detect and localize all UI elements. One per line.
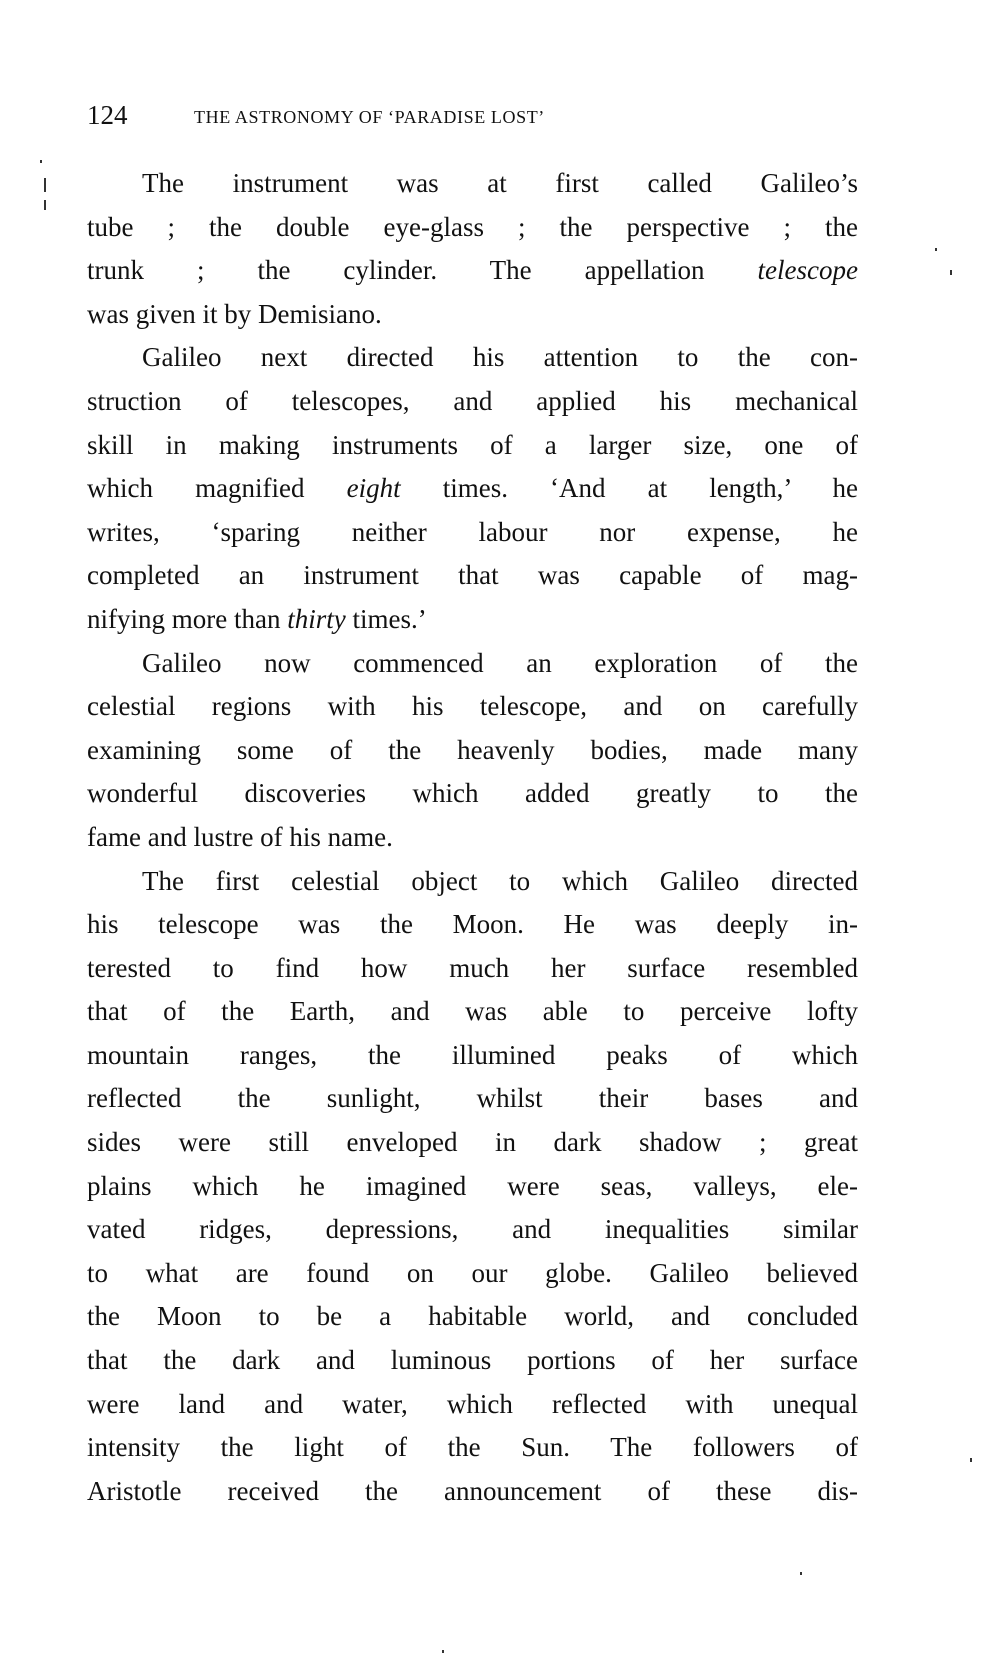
- text-line: [87, 1339, 858, 1383]
- text-segment: vated ridges, depressions, and inequalities similar: [87, 1214, 858, 1245]
- text-segment: the Moon to be a habitable world, and concluded: [87, 1301, 858, 1332]
- text-line: [87, 424, 858, 468]
- text-line: [87, 903, 858, 947]
- text-line: [87, 1208, 858, 1252]
- running-header: [87, 100, 767, 130]
- text-segment: mountain ranges, the illumined peaks of which: [87, 1039, 858, 1070]
- text-line: [87, 1252, 858, 1296]
- scan-speck: [950, 270, 952, 275]
- text-segment: writes, ‘sparing neither labour nor expense, he: [87, 516, 858, 547]
- text-segment: struction of telescopes, and applied his mechanical: [87, 385, 858, 416]
- text-segment: Aristotle received the announcement of these dis-: [87, 1475, 858, 1506]
- text-segment: which magnified: [87, 473, 347, 504]
- italic-text: thirty: [287, 603, 346, 634]
- text-line: [87, 598, 858, 642]
- text-line: [87, 990, 858, 1034]
- text-line: [87, 729, 858, 773]
- text-line: [87, 554, 858, 598]
- text-segment: was given it by Demisiano.: [87, 298, 382, 329]
- text-line: [87, 336, 858, 380]
- text-line: [87, 685, 858, 729]
- scan-speck: [442, 1650, 444, 1653]
- text-segment: to what are found on our globe. Galileo believed: [87, 1257, 858, 1288]
- scan-speck: [800, 1572, 802, 1575]
- text-segment: trunk ; the cylinder. The appellation: [87, 255, 758, 286]
- text-line: [87, 860, 858, 904]
- running-title: THE ASTRONOMY OF ‘PARADISE LOST’: [194, 107, 545, 127]
- italic-text: eight: [346, 473, 401, 504]
- text-line: [87, 1121, 858, 1165]
- text-segment: completed an instrument that was capable of mag-: [87, 560, 858, 591]
- scan-speck: [40, 160, 42, 163]
- text-segment: his telescope was the Moon. He was deeply in-: [87, 909, 858, 940]
- text-segment: plains which he imagined were seas, valleys, ele-: [87, 1170, 858, 1201]
- text-segment: wonderful discoveries which added greatly to the: [87, 778, 858, 809]
- text-segment: skill in making instruments of a larger size, one of: [87, 429, 858, 460]
- text-segment: celestial regions with his telescope, and on carefully: [87, 691, 858, 722]
- text-segment: Galileo now commenced an exploration of the: [142, 647, 858, 678]
- page-body-text: [87, 162, 858, 1513]
- text-segment: examining some of the heavenly bodies, made many: [87, 734, 858, 765]
- text-line: [87, 293, 858, 337]
- text-line: [87, 1034, 858, 1078]
- text-segment: that the dark and luminous portions of her surface: [87, 1345, 858, 1376]
- text-line: [87, 206, 858, 250]
- italic-text: telescope: [757, 255, 858, 286]
- text-line: [87, 1426, 858, 1470]
- text-segment: nifying more than: [87, 603, 288, 634]
- text-segment: The first celestial object to which Galileo directed: [142, 865, 858, 896]
- scan-speck: [44, 178, 46, 192]
- text-segment: sides were still enveloped in dark shadow ; great: [87, 1127, 858, 1158]
- text-line: [87, 467, 858, 511]
- text-segment: that of the Earth, and was able to perceive lofty: [87, 996, 858, 1027]
- text-line: [87, 1295, 858, 1339]
- text-segment: fame and lustre of his name.: [87, 821, 393, 852]
- text-segment: times.’: [345, 603, 427, 634]
- text-line: [87, 162, 858, 206]
- scan-speck: [44, 200, 46, 210]
- text-line: [87, 816, 858, 860]
- scan-speck: [970, 1458, 972, 1462]
- text-line: [87, 1383, 858, 1427]
- text-line: [87, 642, 858, 686]
- scan-speck: [935, 248, 937, 251]
- text-segment: tube ; the double eye-glass ; the perspective ; the: [87, 211, 858, 242]
- text-segment: intensity the light of the Sun. The followers of: [87, 1432, 858, 1463]
- text-segment: were land and water, which reflected with unequal: [87, 1388, 858, 1419]
- text-line: [87, 249, 858, 293]
- text-segment: reflected the sunlight, whilst their bases and: [87, 1083, 858, 1114]
- text-line: [87, 1470, 858, 1514]
- text-segment: times. ‘And at length,’ he: [400, 473, 858, 504]
- text-line: [87, 947, 858, 991]
- text-line: [87, 511, 858, 555]
- text-line: [87, 380, 858, 424]
- text-line: [87, 1077, 858, 1121]
- text-segment: Galileo next directed his attention to the con-: [142, 342, 858, 373]
- text-line: [87, 1165, 858, 1209]
- text-segment: The instrument was at first called Galileo’s: [142, 168, 858, 198]
- page-number: 124: [87, 100, 128, 130]
- text-line: [87, 772, 858, 816]
- text-segment: terested to find how much her surface resembled: [87, 952, 858, 983]
